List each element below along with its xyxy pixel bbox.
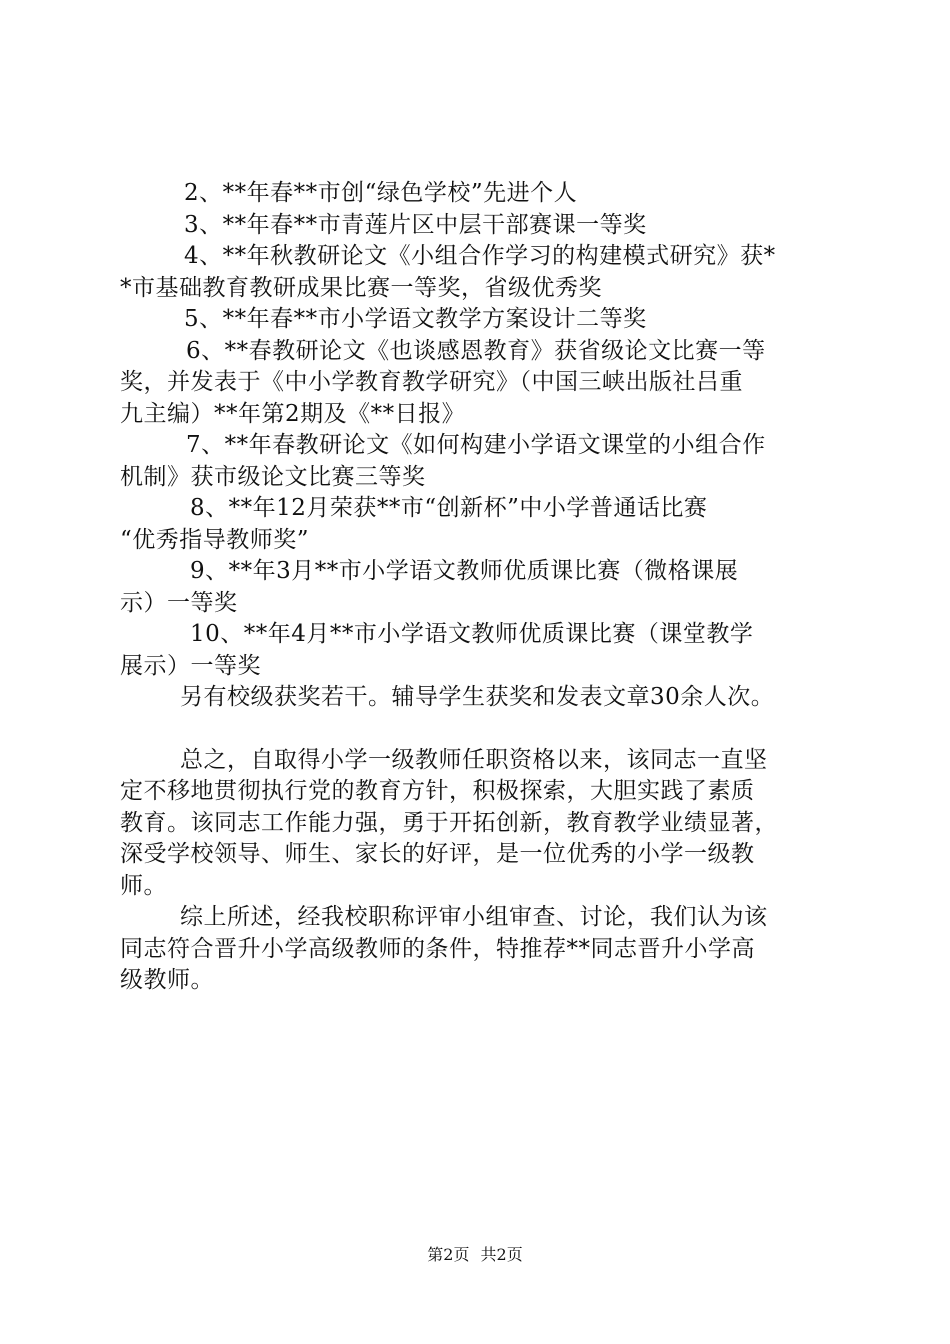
document-body	[120, 178, 840, 997]
award-line: 展示）一等奖	[120, 652, 261, 679]
page-footer	[0, 1244, 950, 1266]
award-line: 九主编）**年第2期及《**日报》	[120, 400, 466, 427]
award-line: 5、**年春**市小学语文教学方案设计二等奖	[184, 306, 647, 332]
award-line: 4、**年秋教研论文《小组合作学习的构建模式研究》获*	[184, 243, 776, 269]
summary-paragraph	[120, 745, 840, 903]
award-line: 示）一等奖	[120, 589, 238, 616]
awards-list	[120, 178, 840, 714]
summary-line: 总之，自取得小学一级教师任职资格以来，该同志一直坚	[180, 746, 768, 773]
award-line: 9、**年3月**市小学语文教师优质课比赛（微格课展	[190, 558, 739, 584]
award-line: “优秀指导教师奖”	[120, 526, 310, 553]
award-line: 6、**春教研论文《也谈感恩教育》获省级论文比赛一等	[186, 337, 766, 364]
award-line: 3、**年春**市青莲片区中层干部赛课一等奖	[184, 211, 647, 238]
conclusion-paragraph	[120, 902, 840, 997]
award-line: 10、**年4月**市小学语文教师优质课比赛（课堂教学	[190, 621, 754, 647]
summary-line: 深受学校领导、师生、家长的好评，是一位优秀的小学一级教	[120, 841, 755, 867]
conclusion-line: 综上所述，经我校职称评审小组审查、讨论，我们认为该	[180, 904, 768, 930]
summary-line: 教育。该同志工作能力强，勇于开拓创新，教育教学业绩显著，	[120, 809, 778, 836]
award-line: *市基础教育教研成果比赛一等奖，省级优秀奖	[120, 274, 602, 301]
award-line: 8、**年12月荣获**市“创新杯”中小学普通话比赛	[190, 495, 708, 521]
conclusion-line: 级教师。	[120, 967, 214, 993]
page-number: 第2页	[427, 1245, 470, 1264]
award-line: 7、**年春教研论文《如何构建小学语文课堂的小组合作	[186, 432, 766, 458]
page-total: 共2页	[480, 1245, 523, 1264]
award-line: 奖，并发表于《中小学教育教学研究》（中国三峡出版社吕重	[120, 369, 743, 395]
paragraph-gap	[120, 714, 840, 745]
award-line: 另有校级获奖若干。辅导学生获奖和发表文章30余人次。	[180, 684, 775, 710]
summary-line: 师。	[120, 872, 167, 899]
summary-line: 定不移地贯彻执行党的教育方针，积极探索，大胆实践了素质	[120, 778, 755, 804]
award-line: 2、**年春**市创“绿色学校”先进个人	[184, 180, 578, 206]
conclusion-line: 同志符合晋升小学高级教师的条件，特推荐**同志晋升小学高	[120, 935, 755, 962]
award-line: 机制》获市级论文比赛三等奖	[120, 463, 426, 490]
